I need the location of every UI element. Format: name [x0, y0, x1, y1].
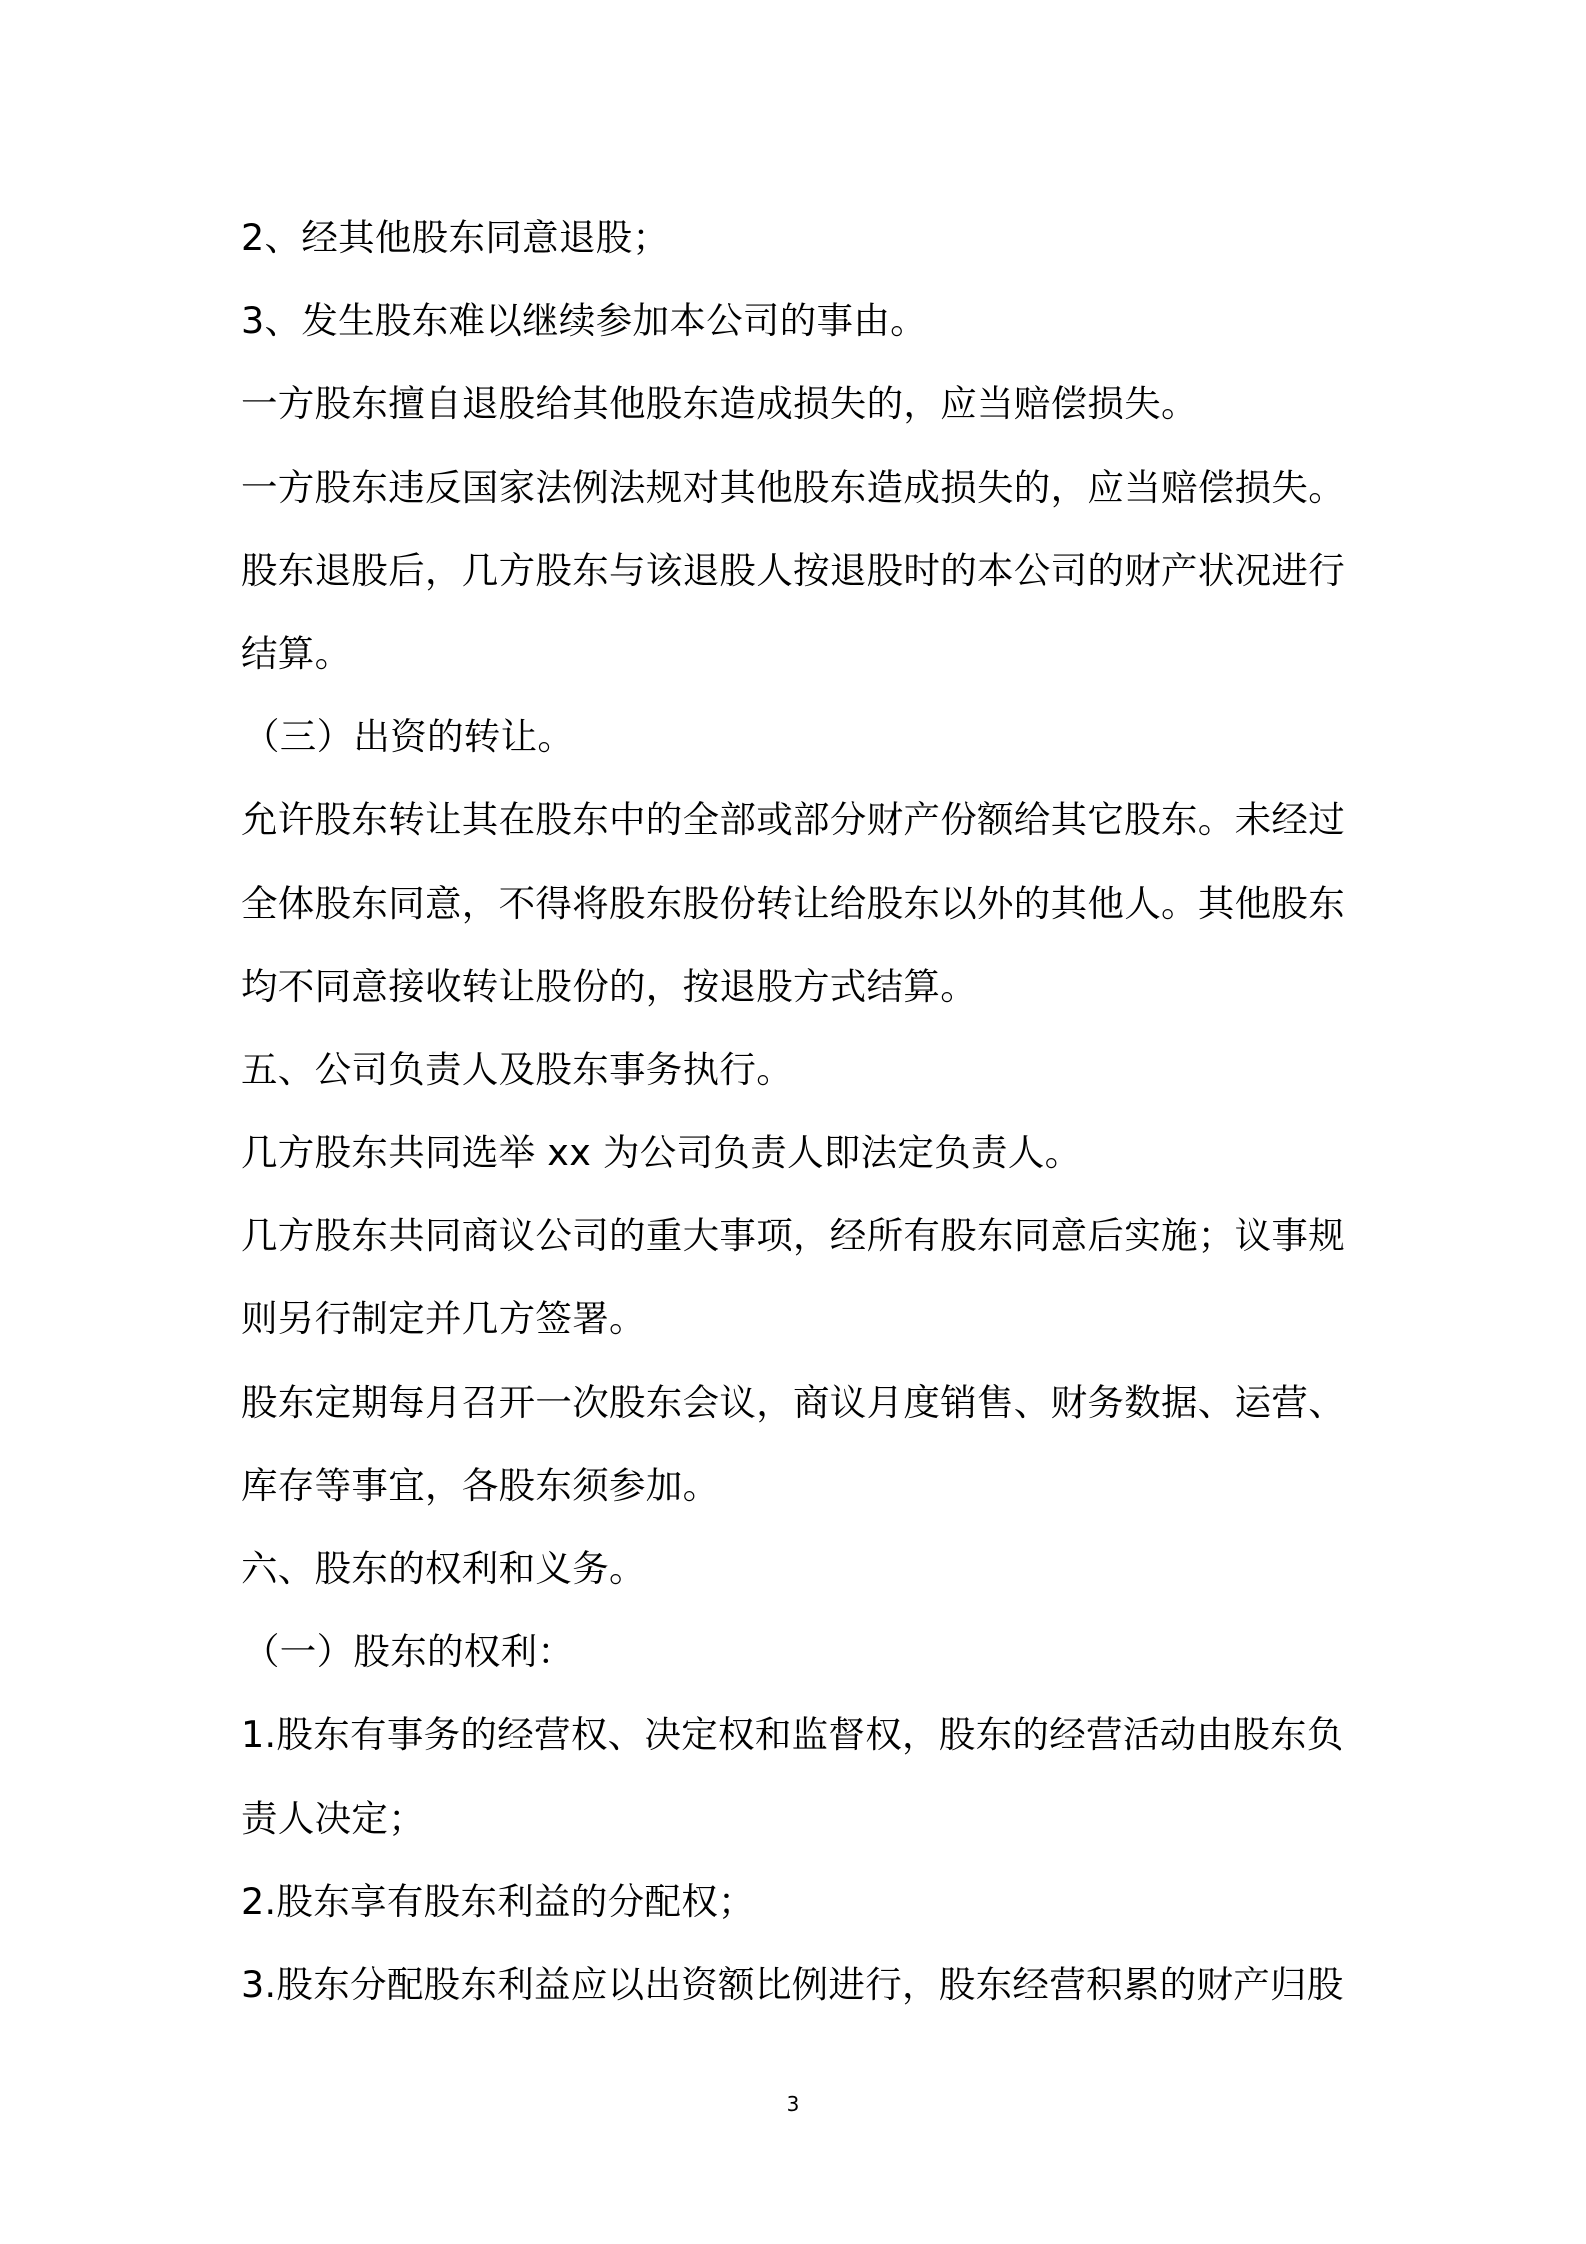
text-line: 3、发生股东难以继续参加本公司的事由。	[241, 299, 927, 343]
section-heading: 六、股东的权利和义务。	[241, 1547, 646, 1590]
text-line: 则另行制定并几方签署。	[241, 1297, 646, 1341]
text-line: 1.股东有事务的经营权、决定权和监督权，股东的经营活动由股东负	[241, 1713, 1344, 1757]
document-body	[241, 196, 1361, 2026]
text-line: 3.股东分配股东利益应以出资额比例进行，股东经营积累的财产归股	[241, 1962, 1344, 2006]
text-line: 责人决定；	[241, 1796, 425, 1840]
text-line: 2.股东享有股东利益的分配权；	[241, 1879, 755, 1923]
text-line: 均不同意接收转让股份的，按退股方式结算。	[241, 964, 977, 1008]
text-line: 股东定期每月召开一次股东会议，商议月度销售、财务数据、运营、	[241, 1380, 1345, 1424]
text-line: 几方股东共同商议公司的重大事项，经所有股东同意后实施；议事规	[241, 1214, 1345, 1258]
page-number: 3	[786, 2092, 800, 2116]
section-heading: （三）出资的转让。	[243, 715, 575, 759]
text-line: 一方股东擅自退股给其他股东造成损失的，应当赔偿损失。	[241, 382, 1198, 426]
text-line: 结算。	[241, 631, 352, 675]
text-line: 全体股东同意，不得将股东股份转让给股东以外的其他人。其他股东	[241, 881, 1345, 925]
text-line: 股东退股后，几方股东与该退股人按退股时的本公司的财产状况进行	[241, 548, 1345, 592]
text-line: 几方股东共同选举 xx 为公司负责人即法定负责人。	[241, 1131, 1082, 1175]
text-line: 库存等事宜，各股东须参加。	[241, 1463, 720, 1507]
section-heading: （一）股东的权利：	[243, 1630, 575, 1674]
text-line: 允许股东转让其在股东中的全部或部分财产份额给其它股东。未经过	[241, 798, 1345, 842]
text-line: 一方股东违反国家法例法规对其他股东造成损失的，应当赔偿损失。	[241, 465, 1345, 509]
section-heading: 五、公司负责人及股东事务执行。	[241, 1047, 793, 1091]
text-line: 2、经其他股东同意退股；	[241, 216, 670, 259]
